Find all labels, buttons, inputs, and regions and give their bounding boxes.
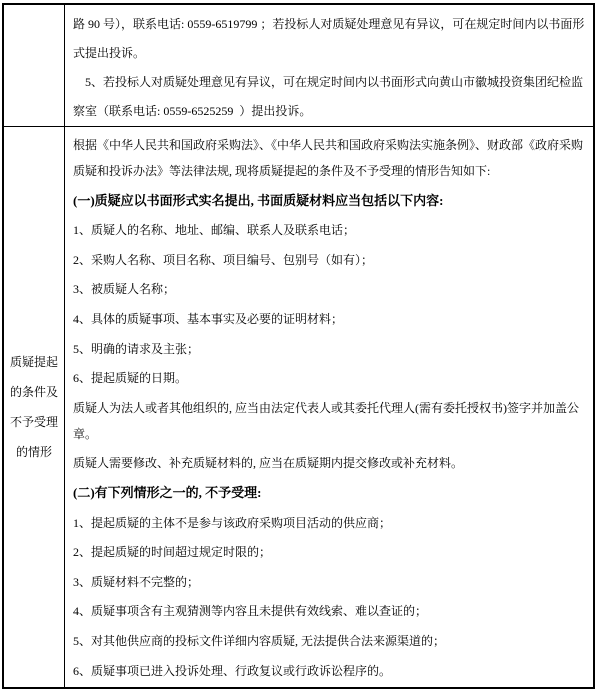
table-row-questioning-conditions: [3, 127, 594, 689]
row-header-line: 不予受理: [9, 415, 58, 430]
list-item: 1、提起质疑的主体不是参与该政府采购项目活动的供应商；: [73, 515, 392, 530]
list-item: 1、质疑人的名称、地址、邮编、联系人及联系电话；: [73, 223, 356, 238]
paragraph: 路 90 号），联系电话: 0559-6519799 ；若投标人对质疑处理意见有异议，可在规定时间内以书面形式提出投诉。: [73, 17, 585, 60]
document-table: [2, 3, 595, 689]
list-item: 3、质疑材料不完整的；: [73, 574, 200, 589]
list-item: 5、对其他供应商的投标文件详细内容质疑, 无法提供合法来源渠道的；: [73, 633, 446, 648]
paragraph: 5、若投标人对质疑处理意见有异议，可在规定时间内以书面形式向黄山市徽城投资集团纪检监察室（联系电话: 0559-6525259 ）提出投诉。: [73, 75, 584, 118]
list-item: 5、明确的请求及主张；: [73, 341, 200, 356]
row-header-questioning-conditions: [3, 127, 65, 689]
table-row-complaint-contact: [3, 4, 594, 127]
section-heading-1: (一)质疑应以书面形式实名提出, 书面质疑材料应当包括以下内容:: [73, 192, 444, 208]
row-header-line: 质疑提起: [9, 355, 58, 370]
list-item: 4、具体的质疑事项、基本事实及必要的证明材料；: [73, 311, 344, 326]
list-item: 2、提起质疑的时间超过规定时限的；: [73, 545, 272, 560]
section-heading-2: (二)有下列情形之一的, 不予受理:: [73, 484, 262, 500]
list-item: 3、被质疑人名称；: [73, 282, 176, 297]
paragraph: 质疑人为法人或者其他组织的, 应当由法定代表人或其委托代理人(需有委托授权书)签字并加盖公章。: [73, 400, 579, 441]
empty-spacer-cell: [3, 4, 65, 127]
paragraph: 根据《中华人民共和国政府采购法》、《中华人民共和国政府采购法实施条例》、财政部《政府采购质疑和投诉办法》等法律法规, 现将质疑提起的条件及不予受理的情形告知如下:: [73, 138, 584, 178]
paragraph: 质疑人需要修改、补充质疑材料的, 应当在质疑期内提交修改或补充材料。: [73, 456, 464, 471]
list-item: 6、提起质疑的日期。: [73, 371, 188, 386]
list-item: 4、质疑事项含有主观猜测等内容且未提供有效线索、难以查证的；: [73, 604, 428, 619]
complaint-contact-cell: [65, 4, 595, 127]
row-header-line: 的条件及: [9, 385, 58, 400]
list-item: 6、质疑事项已进入投诉处理、行政复议或行政诉讼程序的。: [73, 663, 392, 678]
row-header-line: 的情形: [15, 445, 52, 460]
list-item: 2、采购人名称、项目名称、项目编号、包别号（如有）；: [73, 252, 374, 267]
questioning-conditions-content-cell: [65, 127, 595, 689]
